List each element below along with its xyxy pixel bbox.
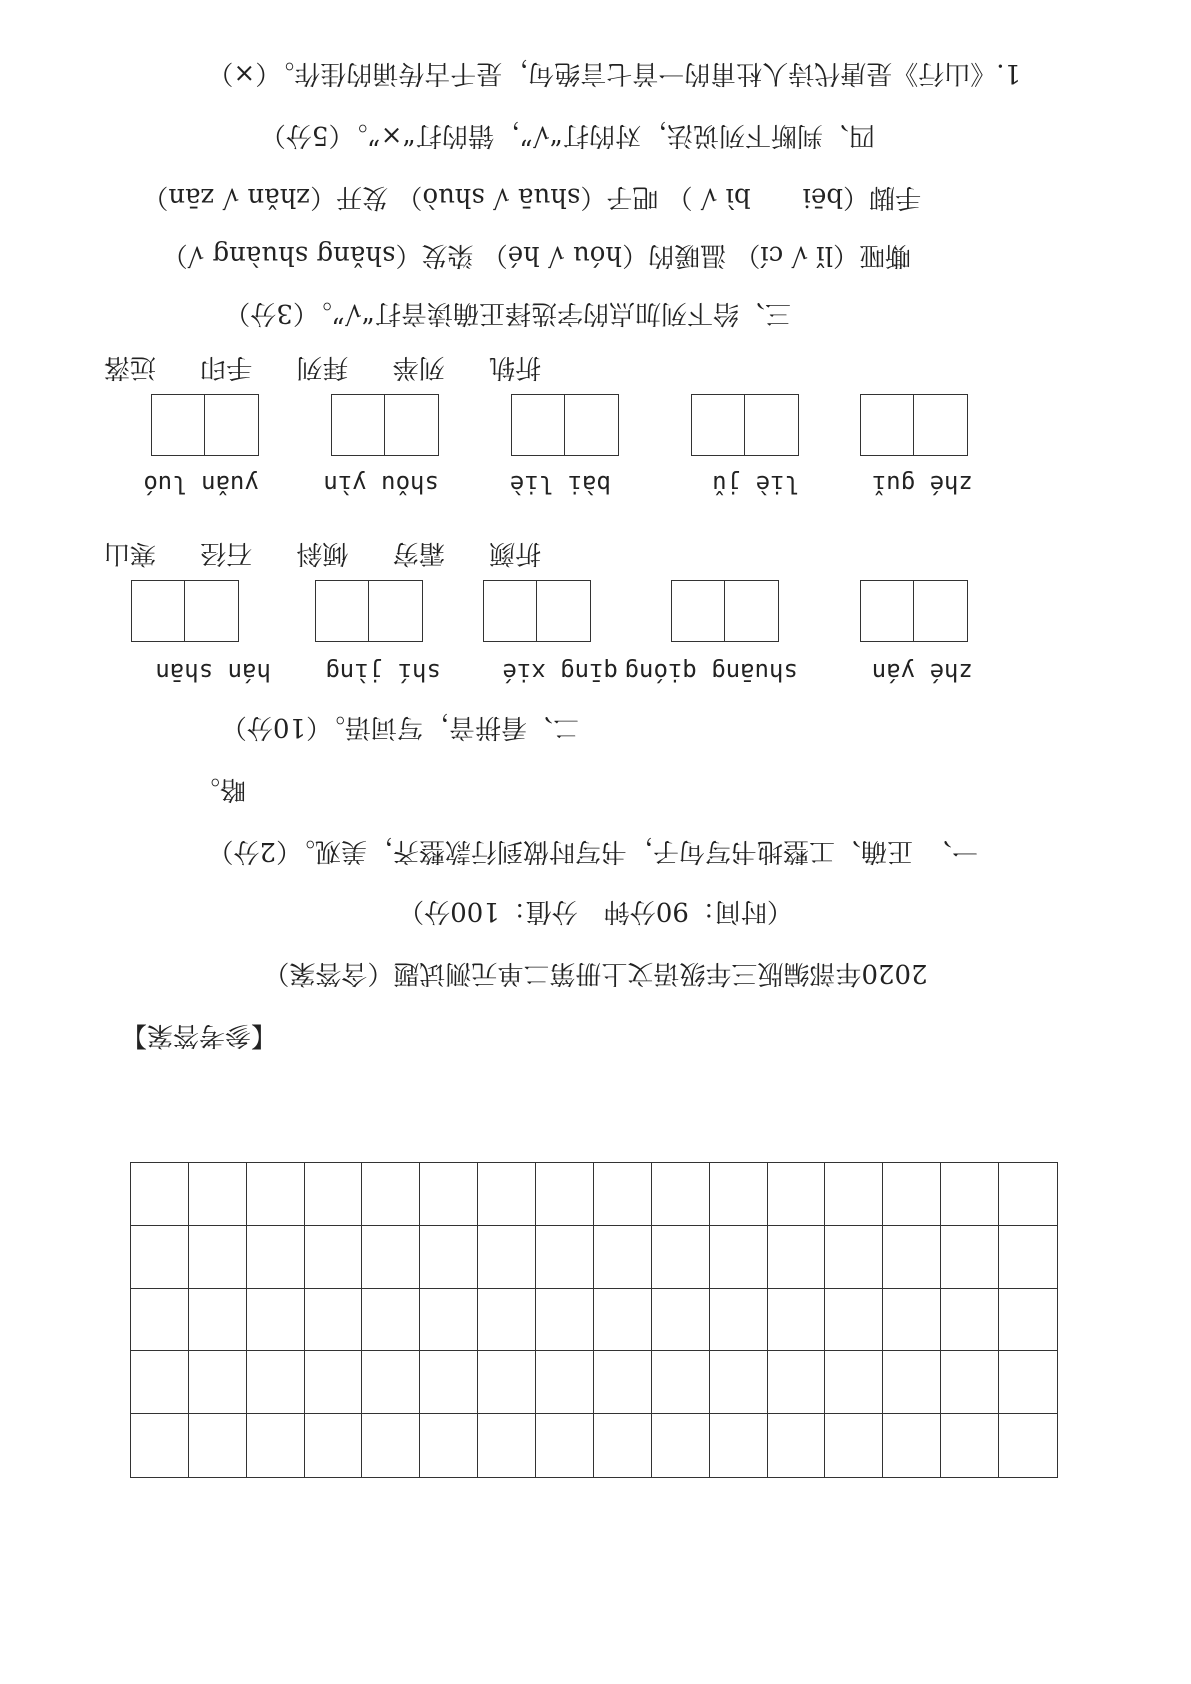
answer-box [671,580,779,642]
grid-column-line [767,1163,768,1477]
row2-pinyin-3: bài liè [509,470,611,498]
row2-answer-3: 拜列 [296,352,349,382]
row2-answer-5: 折轨 [488,352,541,382]
section1-heading: 一、 正确、工整地书写句子，书写时做到行款整齐，美观。（2分） [207,836,978,866]
row1-answer-2: 石径 [200,538,253,568]
row1-answer-4: 霜穷 [392,538,445,568]
grid-column-line [362,1163,363,1477]
row1-pinyin-1: hán shān [155,658,271,686]
grid-column-line [651,1163,652,1477]
answer-box [331,394,439,456]
section3-heading: 三、给下列加点的字选择正确读音打“√”。（3分） [224,298,791,328]
row2-pinyin-2: shǒu yìn [323,470,439,498]
grid-column-line [535,1163,536,1477]
grid-column-line [188,1163,189,1477]
answer-box [691,394,799,456]
grid-column-line [246,1163,247,1477]
grid-column-line [419,1163,420,1477]
row1-pinyin-2: shí jìng [325,658,441,686]
row1-answer-5: 折颜 [488,538,541,568]
row1-pinyin-5: zhé yán [871,658,973,686]
grid-column-line [709,1163,710,1477]
row1-pinyin-3: qīng xié [502,658,618,686]
grid-row-line [131,1225,1057,1226]
answer-box [860,580,968,642]
grid-column-line [477,1163,478,1477]
grid-row-line [131,1288,1057,1289]
answer-box [483,580,591,642]
grid-column-line [882,1163,883,1477]
answer-box [131,580,239,642]
row1-answers [68,540,541,566]
answer-key-label: 【参考答案】 [120,1020,277,1050]
row1-pinyin-4: shuāng qióng [624,658,798,686]
section3-line1: 嘶哑（lǐ √ cí） 温暖的（hóu √ hé） 染发（shǎng shuàng √） [161,240,911,270]
row1-answer-1: 寒山 [103,538,156,568]
section1-answer: 略。 [193,774,246,804]
row2-pinyin-1: yuǎn luó [143,470,259,498]
writing-grid [130,1162,1058,1478]
row2-pinyin-5: zhé guǐ [871,470,973,498]
grid-column-line [304,1163,305,1477]
time-score-info: （时间：90分钟 分值：100分） [398,896,793,926]
section4-heading: 四、判断下列说法，对的打“√”，错的打“×”。（5分） [259,120,875,150]
row2-answer-2: 手印 [200,352,253,382]
answer-box [511,394,619,456]
document-title: 2020年部编版三年级语文上册第二单元测试题（含答案） [263,958,928,988]
section4-item1: 1.《山行》是唐代诗人杜甫的一首七言绝句，是千古传诵的佳作。（×） [207,58,1021,88]
row2-pinyin-4: liè jǔ [712,470,799,498]
grid-column-line [593,1163,594,1477]
grid-column-line [940,1163,941,1477]
grid-row-line [131,1350,1057,1351]
grid-row-line [131,1413,1057,1414]
answer-box [315,580,423,642]
row2-answer-4: 列举 [392,352,445,382]
grid-column-line [998,1163,999,1477]
answer-box [860,394,968,456]
row2-answer-1: 远落 [103,352,156,382]
answer-box [151,394,259,456]
section3-line2: 手脚（bēi bì √ ） 吧子（shuā √ shuò） 发开（zhǎn √ zān） [142,182,921,212]
grid-column-line [825,1163,826,1477]
row1-answer-3: 倾斜 [296,538,349,568]
section2-heading: 二、看拼音，写词语。（10分） [220,712,579,742]
row2-answers [68,354,541,380]
